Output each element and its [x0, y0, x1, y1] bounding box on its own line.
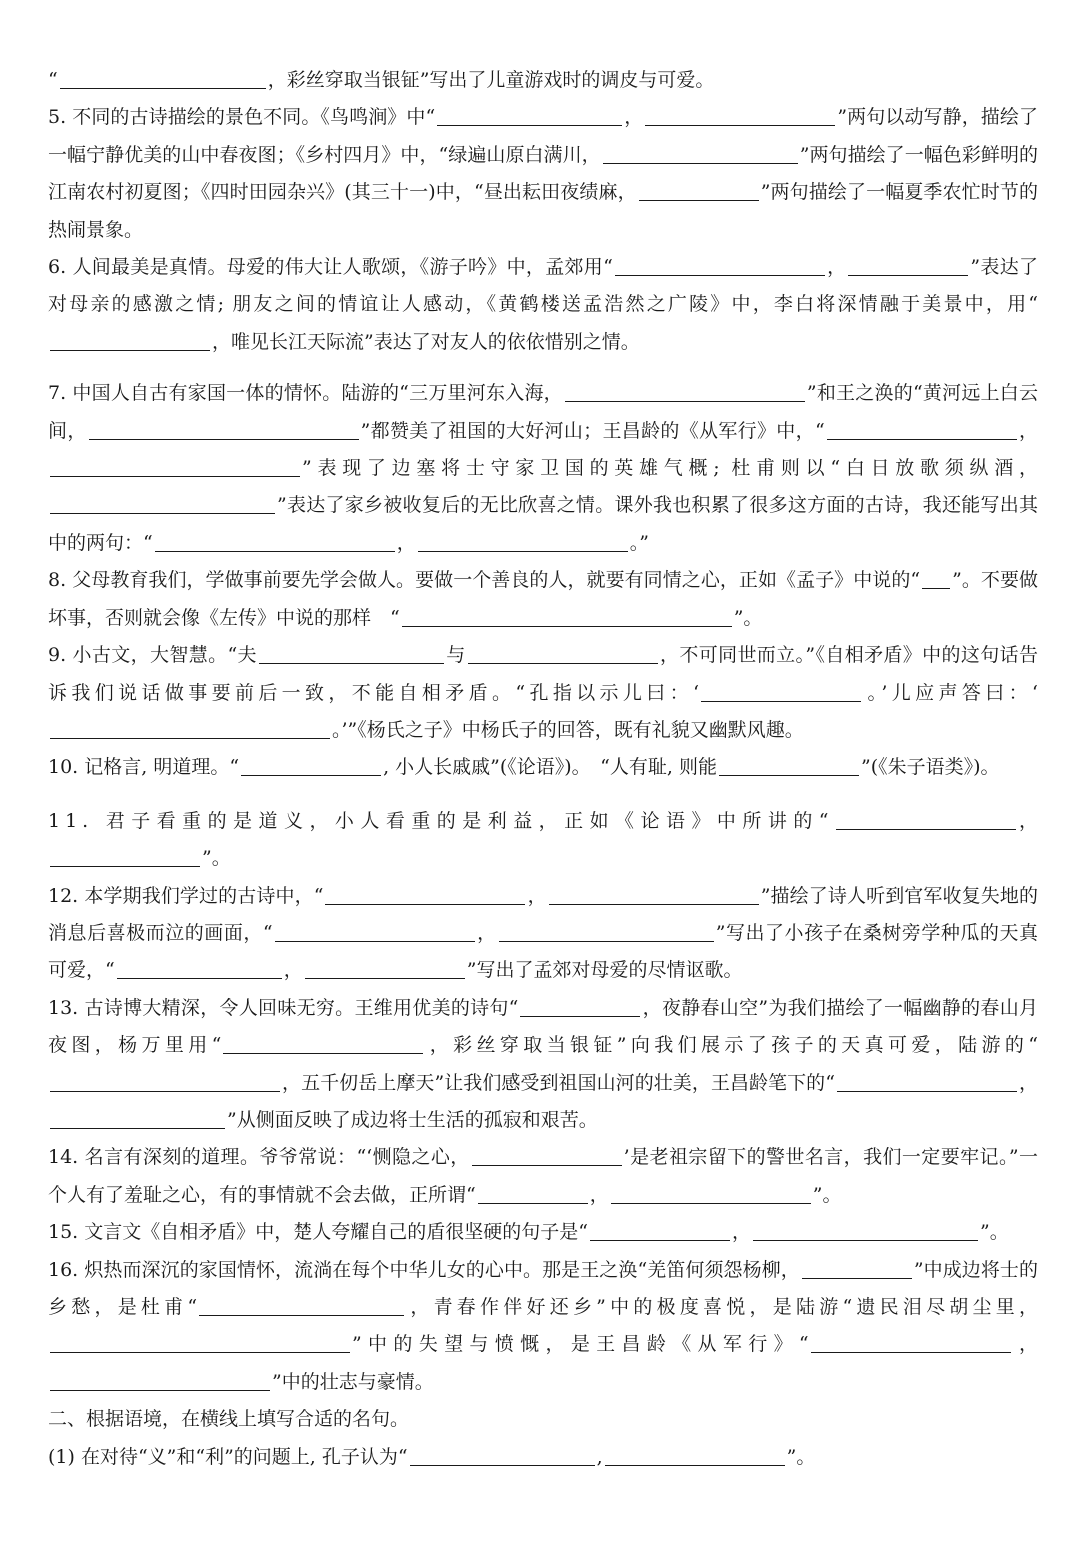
text: ”两句描绘了一幅夏季农忙时节的热闹景象。: [48, 181, 1038, 241]
answer-blank[interactable]: [549, 882, 759, 905]
text: 10. 记格言, 明道理。“: [48, 756, 240, 779]
answer-blank[interactable]: [468, 641, 658, 664]
answer-blank[interactable]: [590, 1218, 730, 1241]
question-6: [48, 249, 1038, 361]
text: ，唯见长江天际流”表达了对友人的依依惜别之情。: [212, 330, 640, 353]
text: ，夜静春山空”为我们描绘了一幅幽静的春山月夜图，杨万里用“: [48, 996, 1038, 1057]
text: 。’儿应声答曰：‘: [863, 681, 1038, 704]
question-7: [48, 375, 1038, 562]
text: ”。不要做坏事，否则就会像《左传》中说的那样 “: [48, 569, 1039, 629]
text: ”中的壮志与豪情。: [272, 1370, 434, 1393]
text: ，: [527, 884, 547, 907]
text: ，: [826, 256, 847, 279]
answer-blank[interactable]: [89, 417, 359, 440]
question-11: [48, 803, 1038, 878]
text: ”两句描绘了一幅色彩鲜明的江南农村初夏图；《四时田园杂兴》(其三十一)中，“昼出耘田夜绩麻，: [48, 143, 1039, 204]
text: ”从侧面反映了成边将士生活的孤寂和艰苦。: [227, 1108, 598, 1131]
answer-blank[interactable]: [50, 1106, 225, 1129]
answer-blank[interactable]: [520, 994, 640, 1017]
answer-blank[interactable]: [305, 956, 465, 979]
answer-blank[interactable]: [117, 956, 282, 979]
answer-blank[interactable]: [402, 604, 732, 627]
text: ，彩丝穿取当银钲”向我们展示了孩子的天真可爱，陆游的“: [425, 1034, 1038, 1057]
answer-blank[interactable]: [836, 807, 1016, 830]
answer-blank[interactable]: [50, 1330, 350, 1353]
text: ”(《朱子语类》)。: [860, 756, 1000, 779]
answer-blank[interactable]: [645, 103, 835, 126]
text: ”。: [980, 1221, 1009, 1244]
text: ，青春作伴好还乡”中的极度喜悦，是陆游“遗民泪尽胡尘里，: [406, 1296, 1038, 1318]
answer-blank[interactable]: [719, 753, 859, 776]
text: ”和王之涣的“黄河远上白云间，: [48, 382, 1038, 442]
answer-blank[interactable]: [565, 379, 805, 402]
text: 16. 炽热而深沉的家国情怀，流淌在每个中华儿女的心中。那是王之涣“羌笛何须怨杨柳，: [48, 1258, 800, 1281]
text: ，: [1017, 809, 1038, 832]
answer-blank[interactable]: [418, 529, 628, 552]
text: 5. 不同的古诗描绘的景色不同。《鸟鸣涧》中“: [48, 106, 436, 129]
text: ”描绘了诗人听到官军收复失地的消息后喜极而泣的画面，“: [48, 884, 1038, 944]
text: 12. 本学期我们学过的古诗中，“: [48, 884, 324, 907]
answer-blank[interactable]: [639, 178, 759, 201]
text: 与: [445, 644, 466, 667]
text: 15. 文言文《自相矛盾》中，楚人夸耀自己的盾很坚硬的句子是“: [48, 1221, 588, 1244]
question-8: [48, 562, 1038, 637]
answer-blank[interactable]: [60, 66, 266, 89]
answer-blank[interactable]: [603, 141, 798, 164]
text: ”表达了家乡被收复后的无比欣喜之情。课外我也积累了很多这方面的古诗，我还能写出其中的两句：“: [48, 494, 1038, 554]
text: ”中成边将士的乡愁，是杜甫“: [48, 1258, 1038, 1318]
text: 14. 名言有深刻的道理。爷爷常说：“‘恻隐之心，: [48, 1146, 470, 1169]
text: (1) 在对待“义”和“利”的问题上, 孔子认为“: [48, 1445, 408, 1468]
answer-blank[interactable]: [811, 1330, 1011, 1353]
answer-blank[interactable]: [827, 417, 1017, 440]
answer-blank[interactable]: [50, 491, 275, 514]
text: ，: [476, 921, 497, 944]
worksheet: [48, 62, 1038, 1476]
answer-blank[interactable]: [50, 1368, 270, 1391]
text: , 小人长戚戚”(《论语》)。 “人有耻, 则能: [383, 756, 717, 779]
text: ，: [731, 1221, 751, 1244]
text: ”中的失望与愤慨，是王昌龄《从军行》“: [352, 1333, 809, 1356]
text: ”两句以动写静，描绘了一幅宁静优美的山中春夜图；《乡村四月》中，“绿遍山原白满川，: [48, 106, 1038, 166]
answer-blank[interactable]: [50, 454, 300, 477]
question-5: [48, 99, 1038, 249]
question-14: [48, 1139, 1038, 1214]
answer-blank[interactable]: [837, 1069, 1017, 1092]
answer-blank[interactable]: [753, 1218, 978, 1241]
answer-blank[interactable]: [259, 641, 444, 664]
answer-blank[interactable]: [848, 253, 968, 276]
answer-blank[interactable]: [325, 882, 525, 905]
text: 。’”《杨氏之子》中杨氏子的回答，既有礼貌又幽默风趣。: [332, 718, 804, 741]
text: ”。: [733, 606, 763, 629]
question-4-tail: [48, 62, 1038, 99]
answer-blank[interactable]: [615, 253, 825, 276]
text: ”表达了对母亲的感激之情; 朋友之间的情谊让人感动，《黄鹤楼送孟浩然之广陵》中，李白将深情融于美景中，用“: [48, 256, 1038, 316]
answer-blank[interactable]: [275, 919, 475, 942]
answer-blank[interactable]: [437, 103, 622, 126]
text: ，: [1018, 1071, 1038, 1094]
answer-blank[interactable]: [472, 1143, 622, 1166]
text: 。”: [629, 531, 649, 554]
answer-blank[interactable]: [50, 1069, 280, 1092]
text: ”写出了小孩子在桑树旁学种瓜的天真可爱，“: [48, 921, 1038, 982]
question-12: [48, 878, 1038, 990]
answer-blank[interactable]: [223, 1031, 423, 1054]
answer-blank[interactable]: [50, 844, 200, 867]
answer-blank[interactable]: [922, 566, 950, 589]
text: ，: [1018, 419, 1038, 442]
text: 7. 中国人自古有家国一体的情怀。陆游的“三万里河东入海，: [48, 382, 563, 405]
answer-blank[interactable]: [701, 679, 861, 702]
question-9: [48, 637, 1038, 749]
text: ，: [1012, 1333, 1038, 1356]
text: ，: [589, 1183, 609, 1206]
answer-blank[interactable]: [155, 529, 395, 552]
text: ”。: [786, 1445, 816, 1468]
text: ’是老祖宗留下的警世名言，我们一定要牢记。”一个人有了羞耻之心，有的事情就不会去做，正所谓“: [48, 1146, 1038, 1206]
answer-blank[interactable]: [199, 1293, 404, 1316]
question-13: [48, 990, 1038, 1140]
text: ，不可同世而立。”《自相矛盾》中的这句话告诉我们说话做事要前后一致，不能自相矛盾。“孔指以示儿曰：‘: [48, 644, 1038, 704]
text: ,: [596, 1445, 603, 1468]
text: 6. 人间最美是真情。母爱的伟大让人歌颂，《游子吟》中，孟郊用“: [48, 256, 613, 279]
text: 13. 古诗博大精深，令人回味无穷。王维用优美的诗句“: [48, 996, 519, 1019]
section-2-heading: 二、根据语境，在横线上填写合适的名句。: [48, 1408, 410, 1431]
answer-blank[interactable]: [50, 328, 210, 351]
answer-blank[interactable]: [50, 716, 330, 739]
text: ”写出了孟郊对母爱的尽情讴歌。: [466, 959, 743, 982]
text: “: [48, 69, 58, 91]
text: ”表现了边塞将士守家卫国的英雄气概; 杜甫则以“白日放歌须纵酒，: [302, 457, 1038, 480]
text: ”。: [202, 847, 231, 870]
answer-blank[interactable]: [802, 1256, 912, 1279]
question-16: [48, 1252, 1038, 1402]
text: ，: [396, 531, 416, 554]
text: 11. 君子看重的是道义，小人看重的是利益，正如《论语》中所讲的“: [48, 809, 834, 832]
answer-blank[interactable]: [499, 919, 714, 942]
text: 9. 小古文，大智慧。“夫: [48, 644, 257, 667]
text: ，彩丝穿取当银钲”写出了儿童游戏时的调皮与可爱。: [267, 69, 715, 91]
question-15: [48, 1214, 1038, 1251]
text: ”。: [812, 1183, 842, 1206]
section-2-question-1: [48, 1439, 1038, 1476]
text: 8. 父母教育我们，学做事前要先学会做人。要做一个善良的人，就要有同情之心，正如《孟子》中说的“: [48, 569, 921, 592]
answer-blank[interactable]: [410, 1443, 595, 1466]
answer-blank[interactable]: [478, 1181, 588, 1204]
question-10: [48, 749, 1038, 786]
answer-blank[interactable]: [241, 753, 381, 776]
text: ”都赞美了祖国的大好河山；王昌龄的《从军行》中，“: [360, 419, 825, 442]
answer-blank[interactable]: [605, 1443, 785, 1466]
answer-blank[interactable]: [611, 1181, 811, 1204]
text: ，: [624, 106, 644, 129]
text: ，: [283, 959, 303, 982]
text: ，五千仞岳上摩天”让我们感受到祖国山河的壮美，王昌龄笔下的“: [282, 1071, 835, 1094]
